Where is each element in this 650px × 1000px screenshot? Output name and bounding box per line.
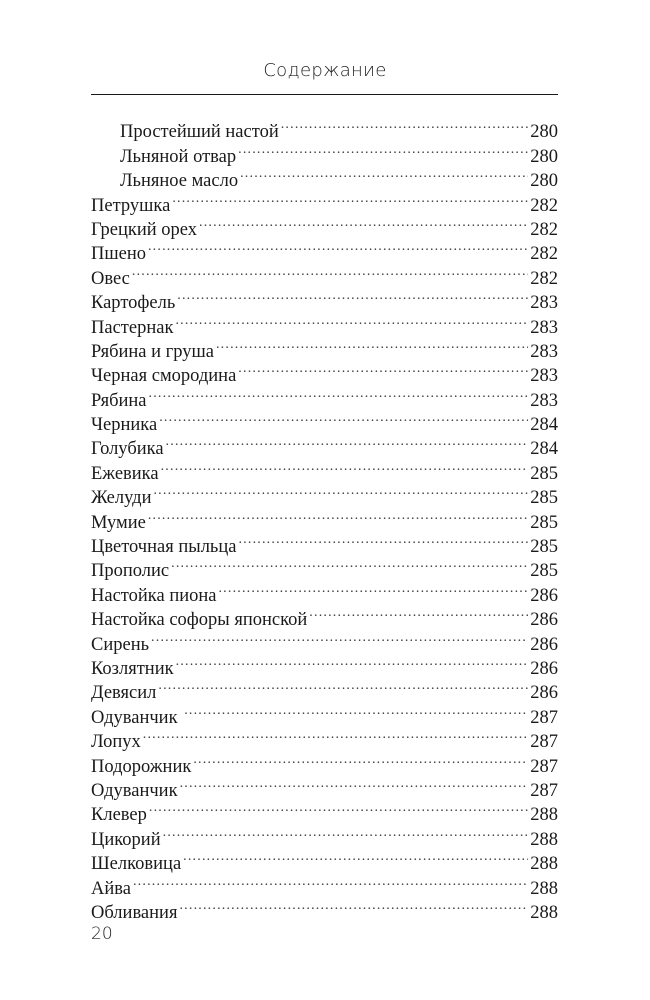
toc-entry [91, 479, 558, 509]
toc-entry-title: Черная смородина [91, 366, 237, 387]
toc-entry-page: 283 [530, 293, 558, 314]
dot-leader [180, 772, 529, 796]
dot-leader [199, 211, 528, 235]
toc-entry-page: 280 [530, 171, 558, 192]
dot-leader [218, 576, 528, 600]
header-rule [91, 94, 558, 95]
toc-entry-title: Сирень [91, 634, 150, 655]
toc-entry-page: 286 [530, 658, 558, 679]
toc-entry-page: 285 [530, 488, 558, 509]
dot-leader [143, 723, 529, 747]
dot-leader [309, 601, 528, 625]
dot-leader [176, 650, 529, 674]
toc-entry-page: 288 [530, 854, 558, 875]
toc-entry-title: Клевер [91, 805, 147, 826]
dot-leader [149, 381, 529, 405]
toc-entry-title: Ежевика [91, 463, 159, 484]
dot-leader [238, 357, 528, 381]
toc-entry [91, 698, 558, 728]
toc-entry-title: Мумие [91, 512, 146, 533]
toc-entry [91, 235, 558, 265]
toc-entry [91, 894, 558, 923]
toc-entry [91, 820, 558, 850]
dot-leader [166, 430, 529, 454]
toc-entry-title: Настойка софоры японской [91, 610, 308, 631]
dot-leader [153, 479, 528, 503]
toc-entry [91, 650, 558, 679]
toc-entry-page: 288 [530, 829, 558, 850]
toc-entry-title: Голубика [91, 439, 164, 460]
toc-entry-title: Льняной отвар [120, 146, 237, 167]
toc-entry [91, 284, 558, 314]
toc-entry-title: Черника [91, 415, 158, 436]
dot-leader [132, 259, 528, 283]
toc-entry-title: Шелковица [91, 854, 182, 875]
toc-entry-page: 282 [530, 195, 558, 216]
dot-leader [151, 625, 528, 649]
dot-leader [171, 552, 528, 576]
toc-entry [91, 869, 558, 899]
dot-leader [163, 820, 529, 844]
page-number: 20 [91, 924, 113, 944]
toc-entry-title: Простейший настой [120, 122, 279, 143]
toc-entry-title: Цикорий [91, 829, 161, 850]
toc-entry [91, 528, 558, 558]
dot-leader [148, 503, 528, 527]
running-header: Содержание [263, 60, 387, 81]
toc-entry-page: 287 [530, 780, 558, 801]
toc-entry [91, 747, 558, 777]
toc-entry-page: 284 [530, 415, 558, 436]
toc-entry-title: Девясил [91, 683, 157, 704]
dot-leader [175, 308, 528, 332]
toc-entry-title: Грецкий орех [91, 219, 198, 240]
toc-entry-page: 286 [530, 610, 558, 631]
dot-leader [238, 528, 528, 552]
dot-leader [184, 698, 528, 722]
toc-entry-title: Настойка пиона [91, 585, 217, 606]
dot-leader [281, 113, 529, 137]
toc-entry [91, 406, 558, 436]
toc-entry-title: Цветочная пыльца [91, 537, 237, 558]
toc-entry [91, 625, 558, 655]
toc-entry-page: 285 [530, 537, 558, 558]
toc-entry-page: 285 [530, 512, 558, 533]
toc-entry-title: Овес [91, 268, 130, 289]
dot-leader [193, 747, 528, 771]
toc-entry-title: Козлятник [91, 658, 174, 679]
toc-entry-title: Рябина и груша [91, 341, 214, 362]
toc-entry-title: Картофель [91, 293, 176, 314]
toc-entry-page: 287 [530, 707, 558, 728]
dot-leader [148, 235, 528, 259]
toc-entry-page: 282 [530, 244, 558, 265]
toc-entry-title: Одуванчик [91, 707, 183, 728]
toc-entry-page: 288 [530, 805, 558, 826]
toc-entry-title: Подорожник [91, 756, 192, 777]
toc-entry-page: 283 [530, 341, 558, 362]
toc-entry [91, 845, 558, 875]
toc-entry-page: 280 [530, 122, 558, 143]
toc-entry-title: Обливания [91, 902, 178, 923]
dot-leader [240, 162, 528, 186]
toc-entry [91, 430, 558, 460]
dot-leader [177, 284, 528, 308]
toc-entry-page: 280 [530, 146, 558, 167]
toc-entry-title: Льняное масло [120, 171, 239, 192]
toc-entry-page: 286 [530, 683, 558, 704]
toc-entry-page: 282 [530, 268, 558, 289]
toc-entry-page: 288 [530, 902, 558, 923]
toc-entry-page: 288 [530, 878, 558, 899]
toc-entry [91, 381, 558, 411]
toc-entry [91, 503, 558, 533]
toc-entry-title: Лопух [91, 732, 141, 753]
toc-entry-title: Петрушка [91, 195, 171, 216]
toc-entry-page: 283 [530, 366, 558, 387]
dot-leader [159, 406, 528, 430]
dot-leader [179, 894, 528, 918]
dot-leader [172, 186, 528, 210]
toc-entry-page: 286 [530, 634, 558, 655]
toc-entry [91, 723, 558, 753]
toc-entry-page: 282 [530, 219, 558, 240]
toc-entry-page: 285 [530, 463, 558, 484]
toc-entry-page: 285 [530, 561, 558, 582]
toc-entry-page: 287 [530, 732, 558, 753]
toc-entry-title: Желуди [91, 488, 152, 509]
toc-entry-title: Пастернак [91, 317, 174, 338]
toc-entry [91, 796, 558, 826]
toc-entry-title: Айва [91, 878, 131, 899]
toc-entry-page: 287 [530, 756, 558, 777]
dot-leader [133, 869, 528, 893]
toc-entry-page: 286 [530, 585, 558, 606]
toc-entry [91, 259, 558, 289]
toc-entry-title: Одуванчик [91, 780, 178, 801]
toc-entry-title: Прополис [91, 561, 170, 582]
toc-entry-page: 283 [530, 317, 558, 338]
dot-leader [216, 333, 528, 357]
dot-leader [158, 674, 528, 698]
toc-entry [91, 113, 558, 143]
dot-leader [183, 845, 528, 869]
dot-leader [161, 454, 529, 478]
table-of-contents [91, 113, 558, 923]
toc-entry-title: Пшено [91, 244, 146, 265]
toc-entry-title: Рябина [91, 390, 147, 411]
dot-leader [238, 137, 528, 161]
toc-entry [91, 454, 558, 484]
toc-entry [91, 674, 558, 704]
toc-entry-page: 284 [530, 439, 558, 460]
dot-leader [149, 796, 528, 820]
toc-entry-page: 283 [530, 390, 558, 411]
